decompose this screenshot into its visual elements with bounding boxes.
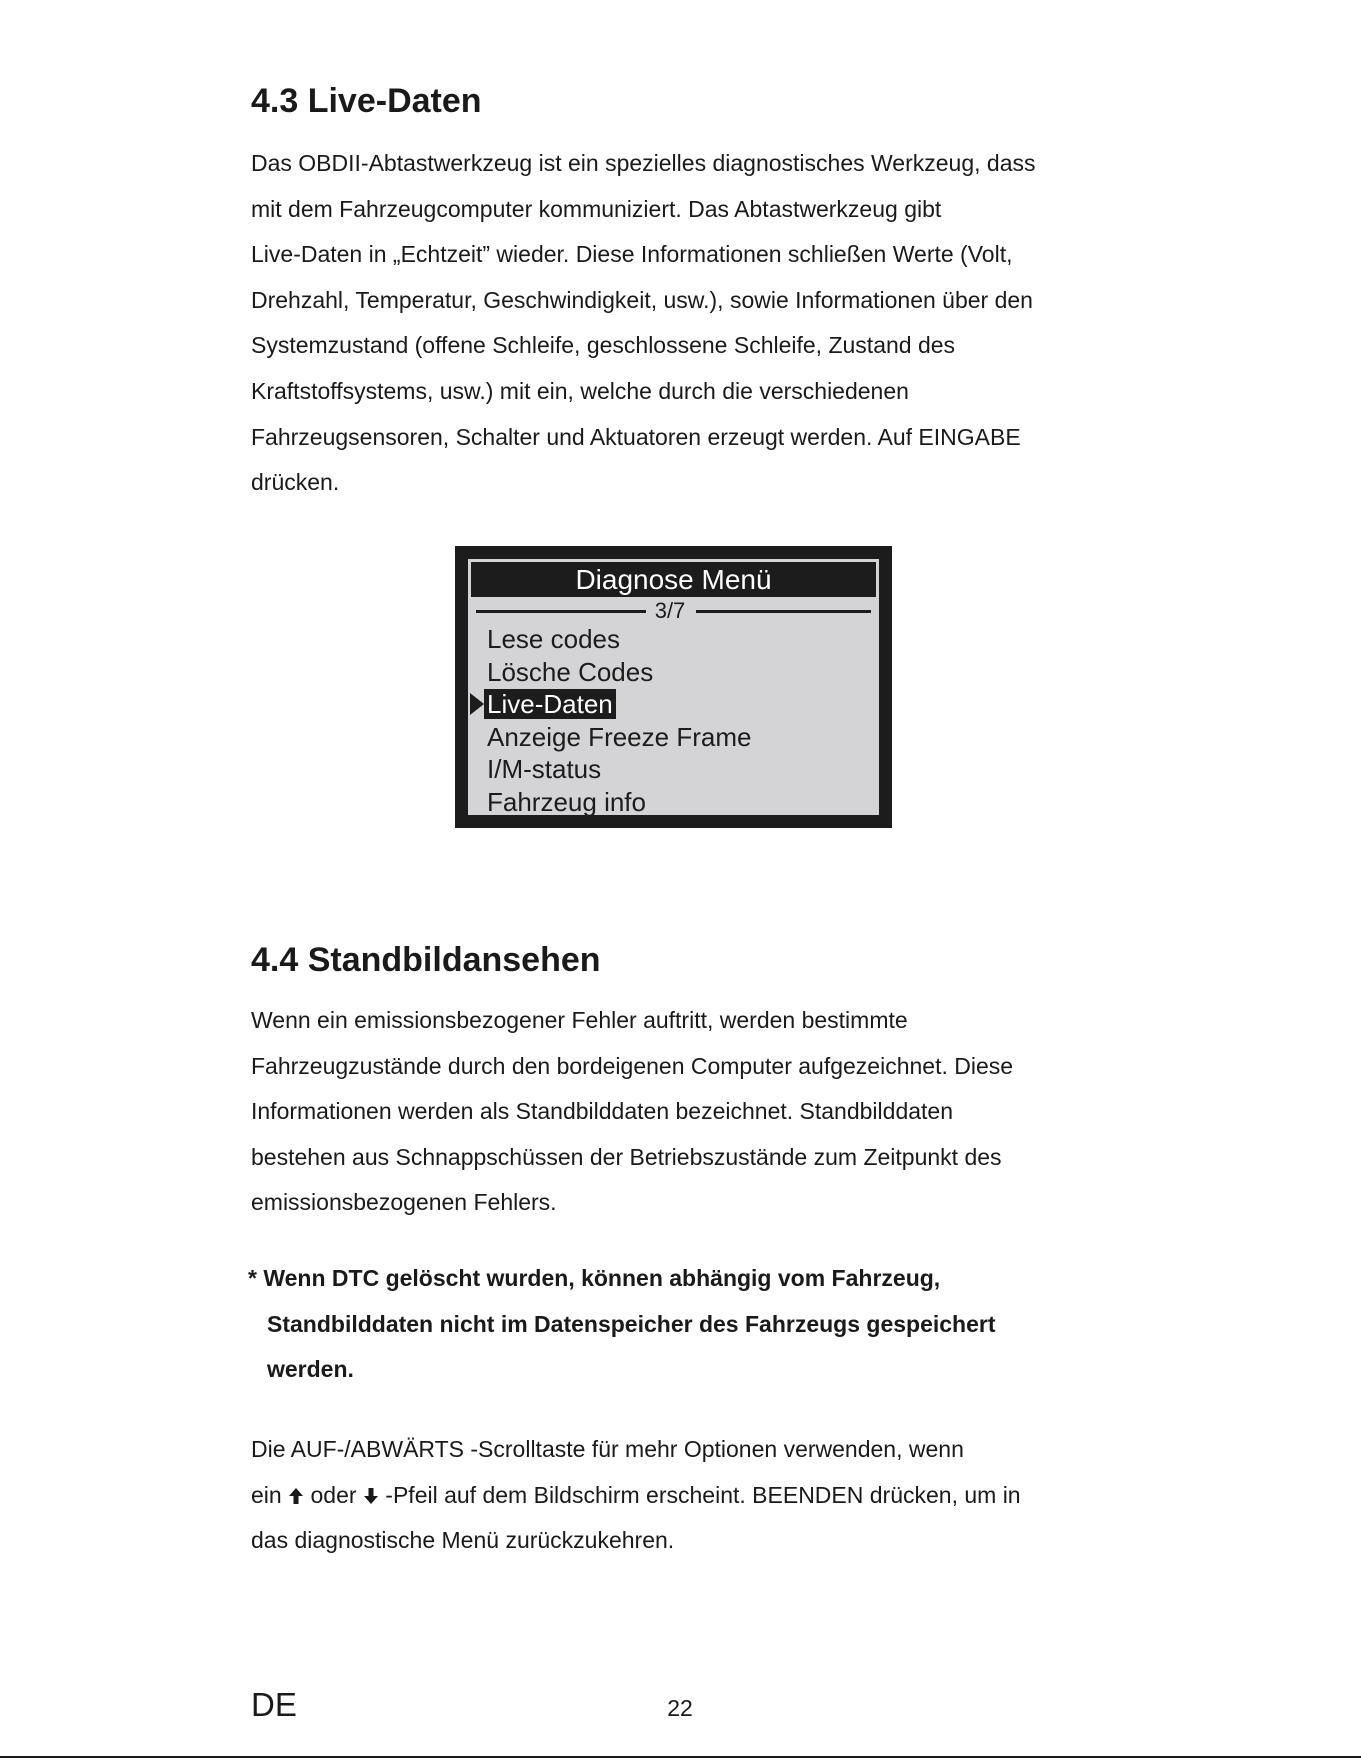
section-heading: 4.4 Standbildansehen	[251, 941, 601, 979]
paragraph-line	[251, 1473, 1131, 1519]
language-label: DE	[251, 1686, 297, 1723]
note-line: werden.	[267, 1356, 354, 1383]
screen-title: Diagnose Menü	[471, 562, 876, 597]
paragraph-line: drücken.	[251, 469, 340, 496]
menu-item-live-data[interactable]	[468, 688, 879, 721]
paragraph-line: mit dem Fahrzeugcomputer kommuniziert. Das Abtastwerkzeug gibt	[251, 195, 942, 222]
selection-pointer-icon	[470, 693, 484, 715]
paragraph-line: das diagnostische Menü zurückzukehren.	[251, 1527, 675, 1554]
paragraph-line: Das OBDII-Abtastwerkzeug ist ein spezielles diagnostisches Werkzeug, dass	[251, 150, 1036, 176]
section-live-data-body	[251, 141, 1131, 506]
up-arrow-icon	[288, 1487, 304, 1505]
menu-item-vehicle-info[interactable]	[468, 786, 879, 819]
section-paragraph	[251, 141, 1131, 506]
paragraph-line: Fahrzeugzustände durch den bordeigenen Computer aufgezeichnet. Diese	[251, 1052, 1014, 1079]
paragraph-line: bestehen aus Schnappschüssen der Betriebszustände zum Zeitpunkt des	[251, 1143, 1002, 1170]
page-indicator	[471, 599, 876, 623]
text-fragment: oder	[304, 1481, 363, 1508]
down-arrow-icon	[363, 1487, 379, 1505]
menu-item-label: Lese codes	[487, 624, 620, 654]
menu-item-erase-codes[interactable]	[468, 656, 879, 689]
note-line: * Wenn DTC gelöscht wurden, können abhängig vom Fahrzeug,	[248, 1265, 941, 1291]
text-fragment: -Pfeil auf dem Bildschirm erscheint. BEENDEN drücken, um in	[378, 1481, 1021, 1508]
paragraph-line: Systemzustand (offene Schleife, geschlossene Schleife, Zustand des	[251, 332, 956, 359]
note-block	[248, 1256, 1128, 1393]
page-number: 22	[667, 1695, 693, 1721]
menu-item-label: Live-Daten	[484, 689, 616, 719]
paragraph-line: Live-Daten in „Echtzeit” wieder. Diese Informationen schließen Werte (Volt,	[251, 241, 1013, 268]
menu-item-freeze-frame[interactable]	[468, 721, 879, 754]
menu-item-label: Lösche Codes	[487, 656, 654, 687]
scanner-screen	[455, 546, 892, 828]
note	[248, 1256, 1128, 1393]
section-paragraph	[251, 998, 1131, 1226]
scanner-display	[468, 559, 879, 815]
menu-item-im-status[interactable]	[468, 753, 879, 786]
bottom-divider	[0, 1756, 1361, 1758]
divider-right	[696, 610, 871, 613]
section-live-data	[251, 81, 1131, 121]
section-freeze-frame-body	[251, 998, 1131, 1226]
paragraph-line: Drehzahl, Temperatur, Geschwindigkeit, usw.), sowie Informationen über den	[251, 286, 1033, 313]
diagnose-menu	[468, 623, 879, 818]
paragraph-line: Informationen werden als Standbilddaten bezeichnet. Standbilddaten	[251, 1098, 953, 1125]
section-paragraph	[251, 1427, 1131, 1564]
paragraph-line: Kraftstoffsystems, usw.) mit ein, welche durch die verschiedenen	[251, 377, 909, 404]
divider-left	[476, 610, 646, 613]
menu-item-label: Fahrzeug info	[487, 786, 646, 817]
section-freeze-frame	[251, 940, 1131, 980]
paragraph-line: Fahrzeugsensoren, Schalter und Aktuatoren erzeugt werden. Auf EINGABE	[251, 423, 1021, 450]
note-line: Standbilddaten nicht im Datenspeicher des Fahrzeugs gespeichert	[267, 1310, 996, 1337]
page-indicator-text: 3/7	[654, 598, 686, 623]
text-fragment: ein	[251, 1481, 289, 1508]
section-heading: 4.3 Live-Daten	[251, 82, 482, 120]
scroll-instructions	[251, 1427, 1131, 1564]
paragraph-line: emissionsbezogenen Fehlers.	[251, 1189, 557, 1216]
paragraph-line: Wenn ein emissionsbezogener Fehler auftritt, werden bestimmte	[251, 1007, 908, 1033]
menu-item-label: I/M-status	[487, 754, 602, 784]
paragraph-line: Die AUF-/ABWÄRTS -Scrolltaste für mehr Optionen verwenden, wenn	[251, 1436, 964, 1462]
menu-item-label: Anzeige Freeze Frame	[487, 721, 752, 752]
menu-item-read-codes[interactable]	[468, 623, 879, 656]
